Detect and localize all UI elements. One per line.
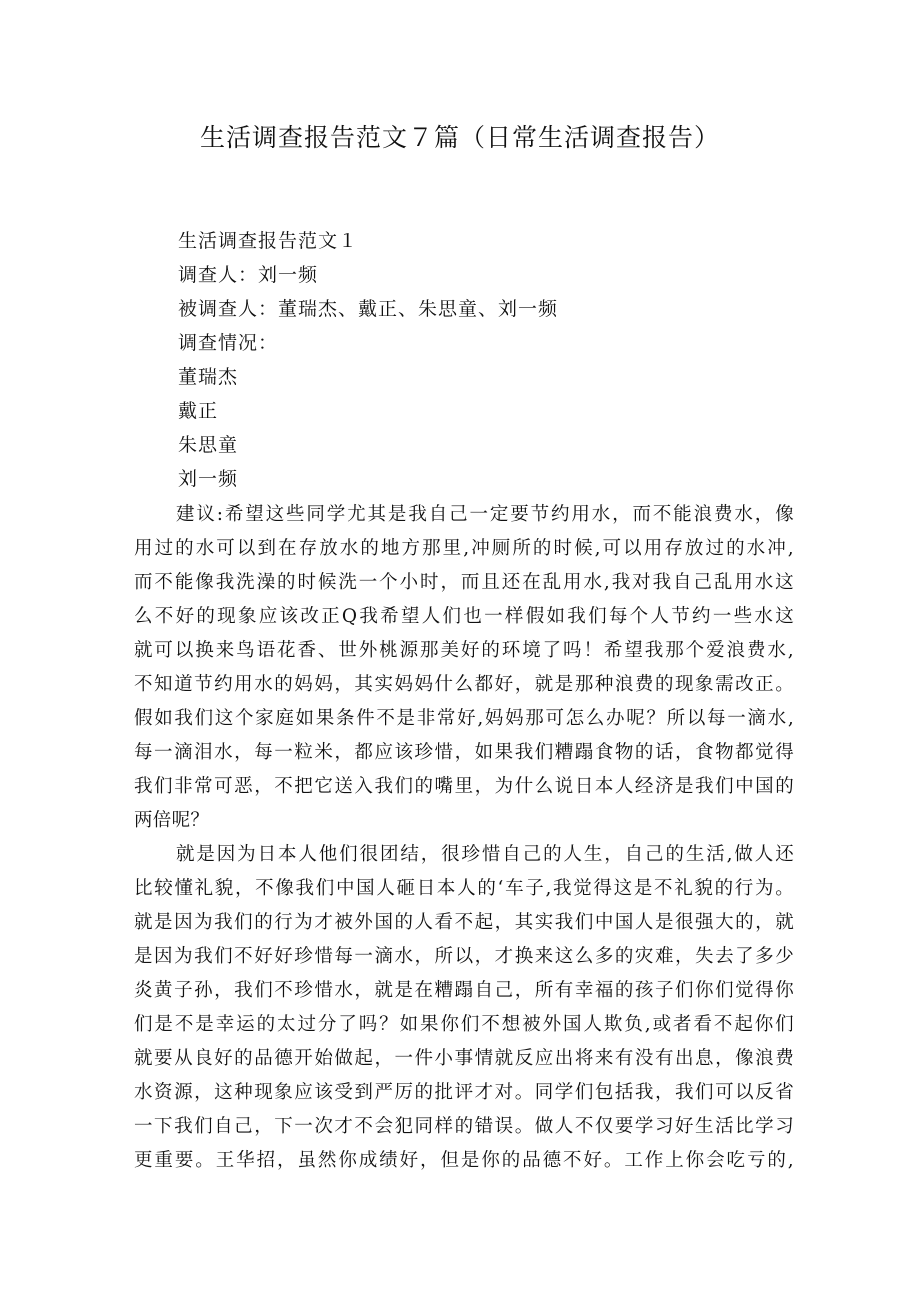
paragraph-line: 就是因为我们的行为才被外国的人看不起，其实我们中国人是很强大的，就: [134, 912, 794, 933]
paragraph-line: 两倍呢？: [134, 810, 210, 831]
investigator-line: 调查人：刘一频: [178, 264, 319, 286]
paragraph-line: 是因为我们不好好珍惜每一滴水，所以，才换来这么多的灾难，失去了多少: [134, 946, 794, 967]
paragraph-line: 一下我们自己，下一次才不会犯同样的错误。做人不仅要学习好生活比学习: [134, 1116, 794, 1137]
paragraph-suggestion: [134, 498, 794, 838]
respondent-name: 戴正: [178, 400, 219, 422]
paragraph-line: 用过的水可以到在存放水的地方那里,冲厕所的时候,可以用存放过的水冲,: [134, 538, 794, 559]
paragraph-line: 假如我们这个家庭如果条件不是非常好,妈妈那可怎么办呢？所以每一滴水,: [134, 708, 794, 729]
report-body: [134, 498, 794, 1178]
respondent-name: 刘一频: [178, 468, 239, 490]
paragraph-line: 我们非常可恶，不把它送入我们的嘴里，为什么说日本人经济是我们中国的: [134, 776, 794, 797]
paragraph-line: 炎黄子孙，我们不珍惜水，就是在糟蹋自己，所有幸福的孩子们你们觉得你: [134, 980, 794, 1001]
page-title: 生活调查报告范文７篇（日常生活调查报告）: [199, 123, 720, 152]
paragraph-line: 么不好的现象应该改正Q我希望人们也一样假如我们每个人节约一些水这: [134, 606, 794, 627]
report-meta: [178, 224, 798, 496]
paragraph-line: 比较懂礼貌，不像我们中国人砸日本人的‘车子,我觉得这是不礼貌的行为。: [134, 878, 794, 899]
paragraph-line: 而不能像我洗澡的时候洗一个小时，而且还在乱用水,我对我自己乱用水这: [134, 572, 794, 593]
paragraph-line: 们是不是幸运的太过分了吗？如果你们不想被外国人欺负,或者看不起你们: [134, 1014, 794, 1035]
survey-status-label: 调查情况：: [178, 332, 279, 354]
paragraph-line: 就可以换来鸟语花香、世外桃源那美好的环境了吗！希望我那个爱浪费水,: [134, 640, 794, 661]
paragraph-line: 更重要。王华招，虽然你成绩好，但是你的品德不好。工作上你会吃亏的,: [134, 1150, 794, 1171]
respondent-name: 朱思童: [178, 434, 239, 456]
paragraph-line: 就要从良好的品德开始做起，一件小事情就反应出将来有没有出息，像浪费: [134, 1048, 794, 1069]
respondent-name: 董瑞杰: [178, 366, 239, 388]
report-heading: 生活调查报告范文１: [178, 230, 359, 252]
paragraph-reflection: [134, 838, 794, 1178]
paragraph-line: 建议:希望这些同学尤其是我自己一定要节约用水，而不能浪费水，像: [176, 504, 794, 525]
paragraph-line: 就是因为日本人他们很团结，很珍惜自己的人生，自己的生活,做人还: [176, 844, 794, 865]
respondents-line: 被调查人：董瑞杰、戴正、朱思童、刘一频: [178, 298, 559, 320]
paragraph-line: 每一滴泪水，每一粒米，都应该珍惜，如果我们糟蹋食物的话，食物都觉得: [134, 742, 794, 763]
paragraph-line: 水资源，这种现象应该受到严厉的批评才对。同学们包括我，我们可以反省: [134, 1082, 794, 1103]
paragraph-line: 不知道节约用水的妈妈，其实妈妈什么都好，就是那种浪费的现象需改正。: [134, 674, 794, 695]
